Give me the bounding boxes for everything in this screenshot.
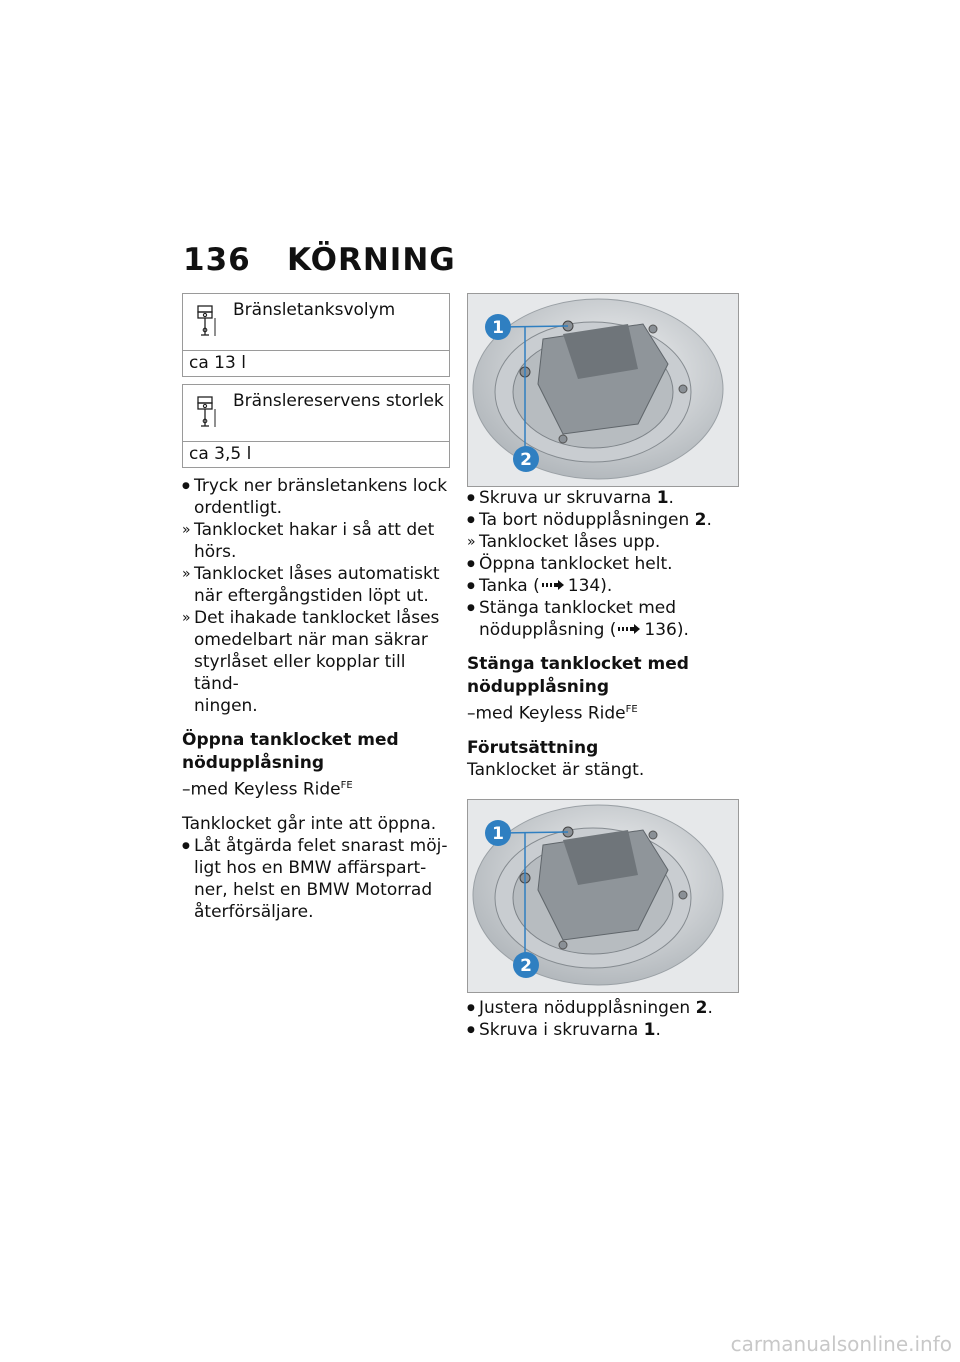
bullet-icon xyxy=(467,487,479,511)
section-heading-open: Öppna tanklocket med nödupplåsning xyxy=(182,730,399,773)
result-arrow-icon xyxy=(182,563,194,585)
fuel-cap-figure xyxy=(467,799,739,993)
page-header xyxy=(183,242,456,278)
list-item: » Tanklocket låses upp. xyxy=(467,531,739,553)
precondition-heading: Förutsättning xyxy=(467,737,599,758)
left-column xyxy=(182,293,450,923)
bullet-icon xyxy=(182,835,194,859)
spec-value: ca 13 l xyxy=(189,353,246,373)
watermark-footer[interactable]: carmanualsonline.info xyxy=(730,1332,952,1356)
right-column xyxy=(467,293,739,1041)
bullet-icon xyxy=(467,553,479,577)
variant-label: –med Keyless Ride$^{FE}$ xyxy=(467,703,638,724)
list-item: ● Stänga tanklocket med nödupplåsning ( 136). xyxy=(467,597,739,641)
section-heading-close: Stänga tanklocket med nödupplåsning xyxy=(467,654,689,697)
chapter-title: KÖRNING xyxy=(287,242,456,278)
list-item: ● Tanka ( 134). xyxy=(467,575,739,597)
list-item: ● Öppna tanklocket helt. xyxy=(467,553,739,575)
callout-1: 1 xyxy=(492,823,504,844)
fuel-pump-icon xyxy=(183,294,233,350)
callout-1: 1 xyxy=(492,318,504,338)
bullet-icon xyxy=(467,997,479,1021)
list-item: » Det ihakade tanklocket låses omedelbart när man säkrar styrlåset eller kopplar till tänd- ningen. xyxy=(182,607,450,717)
spec-value: ca 3,5 l xyxy=(189,444,252,464)
list-item: ● Ta bort nödupplåsningen 2. xyxy=(467,509,739,531)
bullet-icon xyxy=(182,475,194,499)
variant-label: –med Keyless Ride$^{FE}$ xyxy=(182,779,353,800)
bullet-icon xyxy=(467,597,479,621)
fuel-pump-icon xyxy=(183,385,233,441)
bullet-icon xyxy=(467,509,479,533)
page-number: 136 xyxy=(183,242,251,278)
list-item: ● Skruva ur skruvarna 1. xyxy=(467,487,739,509)
fuel-cap-figure xyxy=(467,293,739,487)
result-arrow-icon xyxy=(467,531,479,553)
list-item: ● Justera nödupplåsningen 2. xyxy=(467,997,739,1019)
bullet-icon xyxy=(467,575,479,599)
paragraph: Tanklocket går inte att öppna. xyxy=(182,813,437,834)
result-arrow-icon xyxy=(182,519,194,541)
list-item: ● Skruva i skruvarna 1. xyxy=(467,1019,739,1041)
page-reference-arrow-icon xyxy=(542,580,566,590)
callout-2: 2 xyxy=(520,955,532,976)
list-item: » Tanklocket hakar i så att det hörs. xyxy=(182,519,450,563)
callout-2: 2 xyxy=(520,450,532,470)
bullet-icon xyxy=(467,1019,479,1043)
list-item: ● Tryck ner bränsletankens lock ordentligt. xyxy=(182,475,450,519)
result-arrow-icon xyxy=(182,607,194,629)
spec-fuel-tank-volume xyxy=(182,293,450,377)
page-reference-arrow-icon xyxy=(618,624,642,634)
spec-label: Bränsletanksvolym xyxy=(233,300,396,320)
list-item: ● Låt åtgärda felet snarast möj- ligt hos en BMW affärspart- ner, helst en BMW Motorrad återförsäljare. xyxy=(182,835,450,923)
list-item: » Tanklocket låses automatiskt när eftergångstiden löpt ut. xyxy=(182,563,450,607)
spec-fuel-reserve xyxy=(182,384,450,468)
precondition-text: Tanklocket är stängt. xyxy=(467,759,645,780)
spec-label: Bränslereservens storlek xyxy=(233,391,444,411)
